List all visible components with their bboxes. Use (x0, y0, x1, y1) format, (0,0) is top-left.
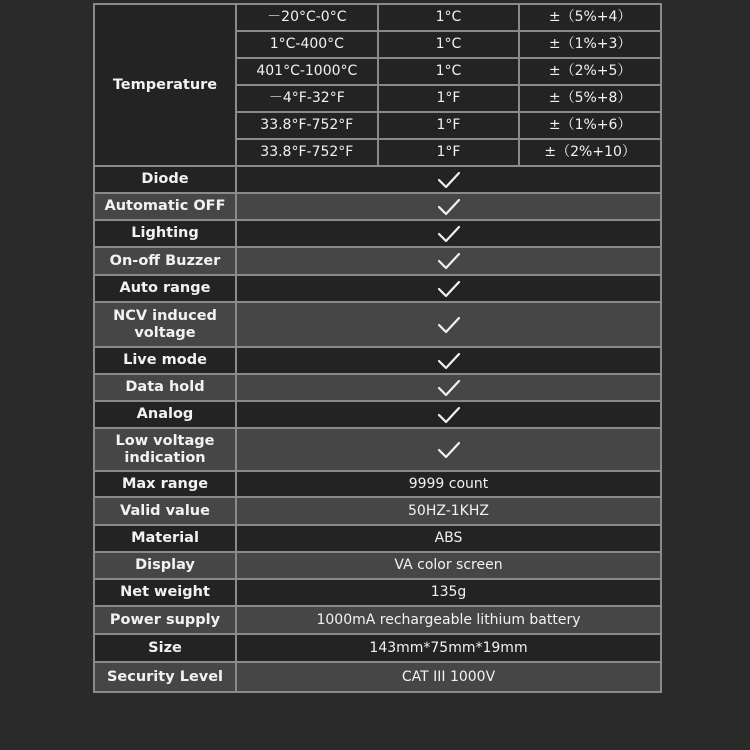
feature-value (236, 166, 661, 193)
spec-label: Max range (94, 471, 236, 497)
spec-label: Display (94, 552, 236, 579)
check-icon (437, 316, 461, 334)
check-icon (437, 352, 461, 370)
feature-value (236, 347, 661, 374)
temp-range: 401°C-1000°C (236, 58, 378, 85)
temp-range: 1°C-400°C (236, 31, 378, 58)
feature-row (94, 374, 661, 401)
feature-row (94, 193, 661, 220)
feature-label: Diode (94, 166, 236, 193)
feature-row (94, 166, 661, 193)
feature-label: Live mode (94, 347, 236, 374)
feature-value (236, 428, 661, 471)
check-icon (437, 379, 461, 397)
spec-table (93, 3, 662, 693)
spec-value: ABS (236, 525, 661, 552)
feature-value (236, 247, 661, 275)
check-icon (437, 441, 461, 459)
temperature-row (94, 4, 661, 31)
feature-label: Analog (94, 401, 236, 428)
spec-label: Material (94, 525, 236, 552)
temp-resolution: 1°F (378, 85, 520, 112)
check-icon (437, 406, 461, 424)
temp-resolution: 1°C (378, 31, 520, 58)
temp-accuracy: ±（5%+8） (519, 85, 661, 112)
check-icon (437, 252, 461, 270)
spec-label: Power supply (94, 606, 236, 634)
check-icon (437, 198, 461, 216)
temp-range: －20°C-0°C (236, 4, 378, 31)
temp-resolution: 1°C (378, 4, 520, 31)
feature-row (94, 428, 661, 471)
temp-accuracy: ±（2%+5） (519, 58, 661, 85)
feature-value (236, 302, 661, 347)
temp-range: 33.8°F-752°F (236, 112, 378, 139)
temp-accuracy: ±（1%+6） (519, 112, 661, 139)
check-icon (437, 171, 461, 189)
spec-value: CAT III 1000V (236, 662, 661, 692)
feature-label: Lighting (94, 220, 236, 247)
feature-label: Data hold (94, 374, 236, 401)
temp-accuracy: ±（5%+4） (519, 4, 661, 31)
feature-value (236, 374, 661, 401)
check-icon (437, 225, 461, 243)
spec-value: 135g (236, 579, 661, 606)
feature-row (94, 275, 661, 302)
spec-value: 1000mA rechargeable lithium battery (236, 606, 661, 634)
feature-label: Low voltage indication (94, 428, 236, 471)
feature-row (94, 347, 661, 374)
spec-row (94, 552, 661, 579)
feature-value (236, 275, 661, 302)
spec-row (94, 471, 661, 497)
spec-row (94, 579, 661, 606)
feature-label: Auto range (94, 275, 236, 302)
spec-value: VA color screen (236, 552, 661, 579)
spec-label: Net weight (94, 579, 236, 606)
temp-accuracy: ±（2%+10） (519, 139, 661, 166)
spec-row (94, 606, 661, 634)
feature-label: On-off Buzzer (94, 247, 236, 275)
temp-resolution: 1°F (378, 112, 520, 139)
temp-resolution: 1°F (378, 139, 520, 166)
feature-value (236, 220, 661, 247)
check-icon (437, 280, 461, 298)
spec-row (94, 525, 661, 552)
temp-range: －4°F-32°F (236, 85, 378, 112)
feature-value (236, 193, 661, 220)
spec-row (94, 662, 661, 692)
feature-row (94, 302, 661, 347)
feature-row (94, 401, 661, 428)
feature-row (94, 247, 661, 275)
temp-resolution: 1°C (378, 58, 520, 85)
temp-accuracy: ±（1%+3） (519, 31, 661, 58)
spec-label: Size (94, 634, 236, 662)
feature-label: NCV induced voltage (94, 302, 236, 347)
temperature-label: Temperature (94, 4, 236, 166)
feature-value (236, 401, 661, 428)
spec-value: 143mm*75mm*19mm (236, 634, 661, 662)
temp-range: 33.8°F-752°F (236, 139, 378, 166)
spec-value: 9999 count (236, 471, 661, 497)
feature-row (94, 220, 661, 247)
feature-label: Automatic OFF (94, 193, 236, 220)
spec-row (94, 634, 661, 662)
spec-label: Security Level (94, 662, 236, 692)
spec-label: Valid value (94, 497, 236, 525)
spec-value: 50HZ-1KHZ (236, 497, 661, 525)
spec-row (94, 497, 661, 525)
